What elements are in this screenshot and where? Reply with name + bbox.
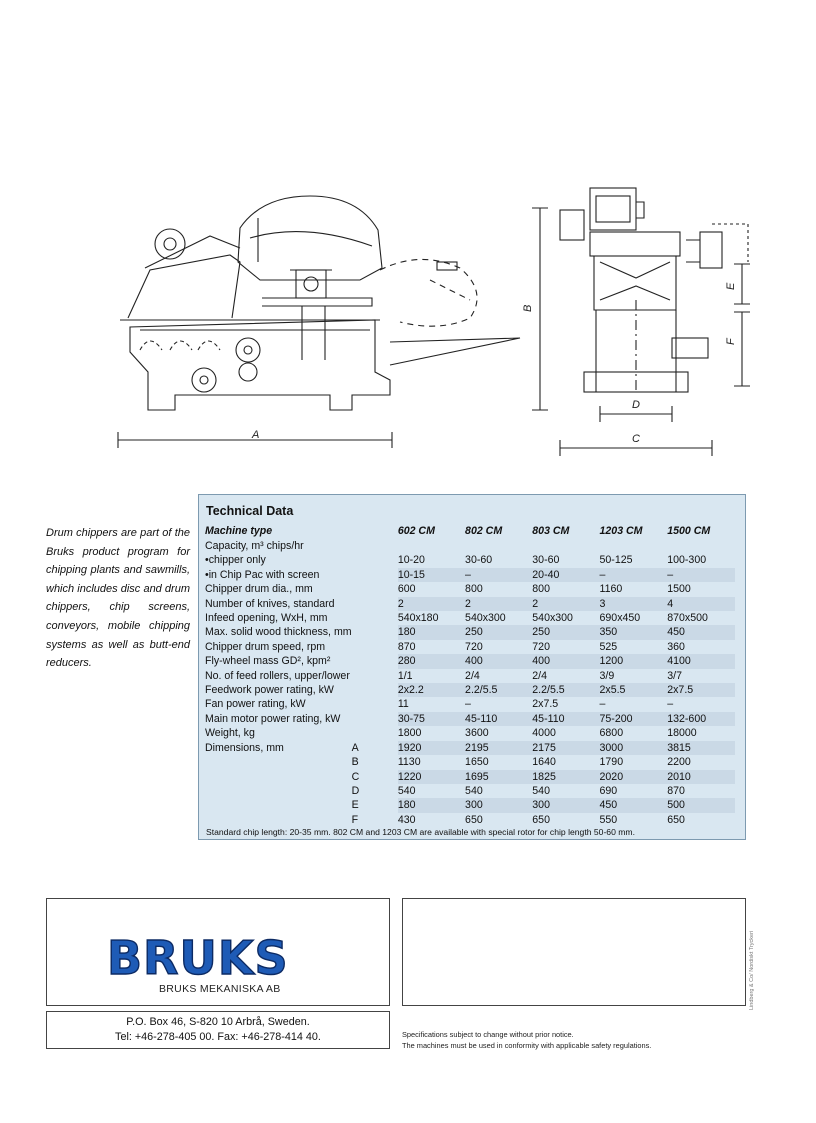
table-row: [205, 784, 735, 798]
intro-text: Drum chippers are part of the Bruks product program for chipping plants and sawmills, which includes disc and drum chippers, chip screens, conveyors, mobile chipping systems as well as butt-end reducers.: [46, 527, 190, 670]
row-label: Feedwork power rating, kW: [205, 684, 334, 697]
table-header-row: [205, 523, 735, 539]
row-value: 3600: [465, 727, 489, 740]
row-value: 540x300: [465, 612, 506, 625]
row-value: 2175: [532, 741, 599, 755]
row-value: 2/4: [465, 669, 480, 682]
machine-drawing: [0, 0, 816, 470]
row-value: –: [667, 698, 674, 711]
row-value: 2x7.5: [532, 698, 559, 711]
row-value: 2: [532, 597, 599, 611]
row-value: 1160: [599, 583, 623, 596]
row-value: 10-15: [398, 568, 465, 582]
row-value: 1500: [667, 583, 691, 596]
row-value: 1790: [599, 756, 624, 769]
table-row: [205, 755, 735, 769]
table-row: [205, 726, 735, 740]
end-view-drawing: [560, 188, 750, 456]
row-value: 180: [398, 625, 465, 639]
row-label: [205, 813, 352, 827]
row-value: 550: [599, 813, 618, 826]
row-value: 2: [465, 597, 532, 611]
row-sub-label: [352, 582, 398, 596]
table-row: [205, 611, 735, 625]
row-label: Weight, kg: [205, 727, 255, 740]
table-row: [205, 654, 735, 668]
row-value: 1650: [465, 756, 489, 769]
row-value: 2195: [465, 741, 532, 755]
company-name: BRUKS MEKANISKA AB: [159, 983, 281, 995]
row-sub-label: [352, 669, 398, 683]
row-value: 180: [398, 798, 465, 812]
row-value: 2.2/5.5: [465, 683, 532, 697]
row-label: [205, 784, 352, 798]
row-value: –: [667, 568, 735, 582]
disclaimer: [402, 1030, 651, 1051]
row-value: 720: [532, 640, 550, 653]
row-sub-label: [352, 611, 398, 625]
row-value: 540: [465, 784, 483, 797]
table-row: [205, 770, 735, 784]
table-row: [205, 568, 735, 582]
row-value: 525: [599, 640, 618, 653]
capacity-label: Capacity, m³ chips/hr: [205, 540, 304, 552]
row-value: 11: [397, 698, 409, 711]
row-label: Fly-wheel mass GD², kpm²: [205, 655, 331, 668]
row-value: 3000: [600, 741, 668, 755]
phone-fax-line: Tel: +46-278-405 00. Fax: +46-278-414 40.: [115, 1031, 321, 1043]
row-value: 300: [532, 798, 599, 812]
row-value: –: [600, 568, 668, 582]
row-label: Infeed opening, WxH, mm: [205, 612, 328, 625]
technical-data-panel: [198, 494, 746, 840]
row-value: 350: [600, 625, 668, 639]
row-label: Chipper drum dia., mm: [205, 583, 313, 596]
row-value: 300: [465, 798, 532, 812]
row-label: Main motor power rating, kW: [205, 712, 341, 725]
row-label: [205, 770, 352, 784]
row-value: 2x2.2: [398, 683, 465, 697]
row-value: 250: [465, 625, 532, 639]
table-row: [205, 597, 735, 611]
capacity-row: [205, 539, 735, 553]
row-value: 30-75: [398, 712, 465, 726]
technical-data-title: Technical Data: [206, 504, 294, 518]
table-row: [205, 697, 735, 711]
row-sub-label: [352, 654, 398, 668]
row-value: 720: [465, 640, 483, 653]
row-sub-label: [352, 568, 398, 582]
row-value: 2020: [600, 770, 668, 784]
row-value: 6800: [599, 727, 624, 740]
table-row: [205, 798, 735, 812]
row-value: 20-40: [532, 568, 599, 582]
row-value: 400: [532, 654, 599, 668]
row-value: 250: [532, 625, 599, 639]
row-sub-label: [352, 712, 398, 726]
row-sub-label: F: [351, 813, 359, 826]
row-label: No. of feed rollers, upper/lower: [205, 669, 350, 682]
row-sub-label: [352, 553, 398, 567]
dimension-label-d: D: [632, 399, 640, 411]
row-value: 1695: [465, 770, 532, 784]
table-row: [205, 683, 735, 697]
row-value: 360: [667, 640, 685, 653]
row-value: 400: [465, 654, 532, 668]
row-value: 30-60: [465, 554, 493, 567]
row-value: 3: [600, 597, 668, 611]
row-sub-label: [352, 726, 398, 740]
row-value: 30-60: [532, 554, 560, 567]
row-value: 10-20: [397, 554, 425, 567]
row-label: [205, 755, 352, 769]
dimension-label-f: F: [725, 338, 737, 345]
table-row: [205, 712, 735, 726]
row-value: 540x180: [397, 612, 439, 625]
row-value: 540: [532, 784, 550, 797]
row-value: 1130: [397, 756, 421, 769]
row-value: –: [465, 698, 471, 711]
row-value: 1920: [398, 741, 465, 755]
row-value: 132-600: [667, 712, 735, 726]
row-value: 870: [667, 784, 685, 797]
row-label: Dimensions, mm: [205, 741, 284, 754]
row-value: 870x500: [667, 612, 708, 625]
row-value: 1220: [398, 770, 465, 784]
row-sub-label: [352, 597, 398, 611]
row-value: 500: [667, 798, 735, 812]
row-value: 1640: [532, 756, 556, 769]
bruks-logo: BRUKS: [107, 931, 289, 985]
row-value: 18000: [667, 727, 697, 740]
row-sub-label: [352, 640, 398, 654]
model-1203cm: 1203 CM: [599, 524, 643, 537]
table-row: [205, 625, 735, 639]
row-label: Max. solid wood thickness, mm: [205, 626, 352, 639]
address-line: P.O. Box 46, S-820 10 Arbrå, Sweden.: [126, 1016, 310, 1028]
row-value: 280: [398, 654, 465, 668]
row-value: 4000: [532, 727, 556, 740]
row-value: 540: [397, 784, 416, 797]
row-value: 650: [667, 813, 685, 826]
row-value: 600: [397, 583, 416, 596]
dimension-label-e: E: [725, 282, 737, 290]
row-value: 2200: [667, 756, 691, 769]
table-row: [205, 553, 735, 567]
row-value: 75-200: [600, 712, 668, 726]
row-value: 1200: [600, 654, 668, 668]
row-value: 650: [532, 813, 550, 826]
address-box: [46, 1011, 390, 1049]
row-value: 50-125: [599, 554, 633, 567]
row-value: 3/9: [599, 669, 615, 682]
row-value: 3815: [667, 741, 735, 755]
dimension-label-a: A: [252, 429, 260, 441]
row-value: –: [599, 698, 606, 711]
row-value: 2.2/5.5: [532, 683, 599, 697]
row-label: Number of knives, standard: [205, 597, 335, 610]
row-label: •chipper only: [205, 554, 266, 567]
row-sub-label: [352, 683, 398, 697]
row-value: 45-110: [465, 712, 532, 726]
row-value: 2x5.5: [600, 683, 668, 697]
row-label: Chipper drum speed, rpm: [205, 640, 326, 653]
table-row: [205, 741, 735, 755]
row-value: 4100: [667, 654, 735, 668]
row-value: 450: [600, 798, 668, 812]
row-sub-label: E: [351, 799, 359, 812]
row-value: 540x300: [532, 612, 573, 625]
row-value: 1825: [532, 770, 599, 784]
row-value: 3/7: [667, 669, 682, 682]
row-value: 690x450: [599, 612, 641, 625]
dimension-label-c: C: [632, 433, 640, 445]
machine-type-label: Machine type: [205, 524, 273, 537]
model-802cm: 802 CM: [465, 524, 503, 537]
table-row: [205, 813, 735, 827]
table-row: [205, 640, 735, 654]
row-sub-label: B: [351, 756, 359, 769]
print-credit: Lindberg & Co/ Nordiskt Tryckeri: [749, 930, 755, 1010]
row-value: 100-300: [667, 554, 707, 567]
table-row: [205, 582, 735, 596]
row-sub-label: [352, 625, 398, 639]
row-value: 800: [532, 583, 550, 596]
disclaimer-line-1: Specifications subject to change without prior notice.: [402, 1030, 574, 1039]
dimension-label-b: B: [522, 304, 534, 312]
row-value: 450: [667, 625, 735, 639]
model-803cm: 803 CM: [532, 524, 570, 537]
row-sub-label: [352, 697, 398, 711]
disclaimer-line-2: The machines must be used in conformity with applicable safety regulations.: [402, 1040, 652, 1050]
row-value: 2010: [667, 770, 735, 784]
row-value: 870: [397, 640, 416, 653]
row-value: 45-110: [532, 712, 599, 726]
table-row: [205, 669, 735, 683]
row-sub-label: C: [351, 770, 360, 783]
row-value: 800: [465, 583, 483, 596]
row-label: •in Chip Pac with screen: [205, 568, 320, 581]
row-sub-label: D: [351, 784, 360, 797]
row-value: 1800: [397, 727, 422, 740]
row-value: 1/1: [397, 669, 413, 682]
model-602cm: 602 CM: [397, 524, 435, 537]
row-value: 2x7.5: [667, 683, 735, 697]
row-value: –: [465, 568, 532, 582]
side-view-drawing: [118, 196, 548, 448]
row-sub-label: A: [351, 741, 359, 754]
row-value: 690: [599, 784, 618, 797]
logo-box: [46, 898, 390, 1006]
row-value: 4: [667, 597, 735, 611]
row-value: 650: [465, 813, 483, 826]
model-1500cm: 1500 CM: [667, 524, 711, 537]
row-value: 430: [397, 813, 416, 826]
row-label: Fan power rating, kW: [205, 698, 306, 711]
dealer-box: [402, 898, 746, 1006]
technical-data-table: [205, 523, 735, 827]
row-value: 2/4: [532, 669, 548, 682]
row-label: [205, 798, 352, 812]
row-value: 2: [398, 597, 465, 611]
chip-length-note: Standard chip length: 20-35 mm. 802 CM and 1203 CM are available with special rotor for chip length 50-60 mm.: [206, 827, 635, 837]
